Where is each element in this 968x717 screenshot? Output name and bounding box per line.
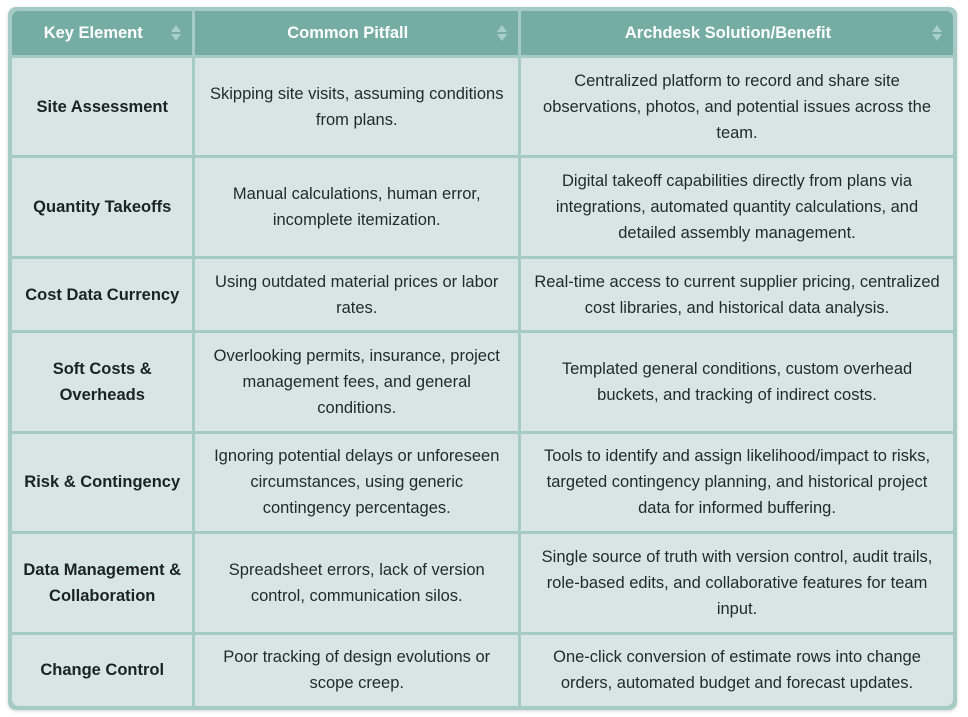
table-row	[12, 534, 953, 631]
column-header-label: Archdesk Solution/Benefit	[624, 23, 832, 42]
sort-icon[interactable]	[931, 23, 943, 43]
pitfall-cell: Overlooking permits, insurance, project management fees, and general conditions.	[195, 333, 518, 430]
key-element-cell: Data Management & Collaboration	[12, 534, 192, 631]
solution-cell: Templated general conditions, custom overhead buckets, and tracking of indirect costs.	[521, 333, 953, 430]
key-element-cell: Site Assessment	[12, 58, 192, 155]
table-row	[12, 158, 953, 255]
pitfall-cell: Ignoring potential delays or unforeseen circumstances, using generic contingency percentages.	[195, 434, 518, 531]
pitfall-cell: Spreadsheet errors, lack of version control, communication silos.	[195, 534, 518, 631]
key-element-cell: Cost Data Currency	[12, 259, 192, 330]
pitfall-cell: Poor tracking of design evolutions or scope creep.	[195, 635, 518, 706]
solution-cell: Single source of truth with version control, audit trails, role-based edits, and collaborative features for team input.	[521, 534, 953, 631]
comparison-table	[9, 8, 956, 709]
column-header-label: Key Element	[43, 23, 143, 42]
table-row	[12, 259, 953, 330]
column-header-archdesk-solution[interactable]	[521, 11, 953, 55]
sort-icon[interactable]	[170, 23, 182, 43]
column-header-label: Common Pitfall	[287, 23, 409, 42]
table-row	[12, 58, 953, 155]
comparison-table-container	[8, 7, 957, 710]
solution-cell: Tools to identify and assign likelihood/impact to risks, targeted contingency planning, and historical project data for informed buffering.	[521, 434, 953, 531]
table-row	[12, 333, 953, 430]
column-header-common-pitfall[interactable]	[195, 11, 518, 55]
solution-cell: Digital takeoff capabilities directly from plans via integrations, automated quantity calculations, and detailed assembly management.	[521, 158, 953, 255]
solution-cell: One-click conversion of estimate rows into change orders, automated budget and forecast updates.	[521, 635, 953, 706]
table-row	[12, 635, 953, 706]
column-header-key-element[interactable]	[12, 11, 192, 55]
key-element-cell: Soft Costs & Overheads	[12, 333, 192, 430]
header-row	[12, 11, 953, 55]
key-element-cell: Risk & Contingency	[12, 434, 192, 531]
pitfall-cell: Using outdated material prices or labor rates.	[195, 259, 518, 330]
sort-icon[interactable]	[496, 23, 508, 43]
key-element-cell: Change Control	[12, 635, 192, 706]
table-row	[12, 434, 953, 531]
pitfall-cell: Manual calculations, human error, incomplete itemization.	[195, 158, 518, 255]
solution-cell: Centralized platform to record and share site observations, photos, and potential issues across the team.	[521, 58, 953, 155]
pitfall-cell: Skipping site visits, assuming conditions from plans.	[195, 58, 518, 155]
solution-cell: Real-time access to current supplier pricing, centralized cost libraries, and historical data analysis.	[521, 259, 953, 330]
key-element-cell: Quantity Takeoffs	[12, 158, 192, 255]
